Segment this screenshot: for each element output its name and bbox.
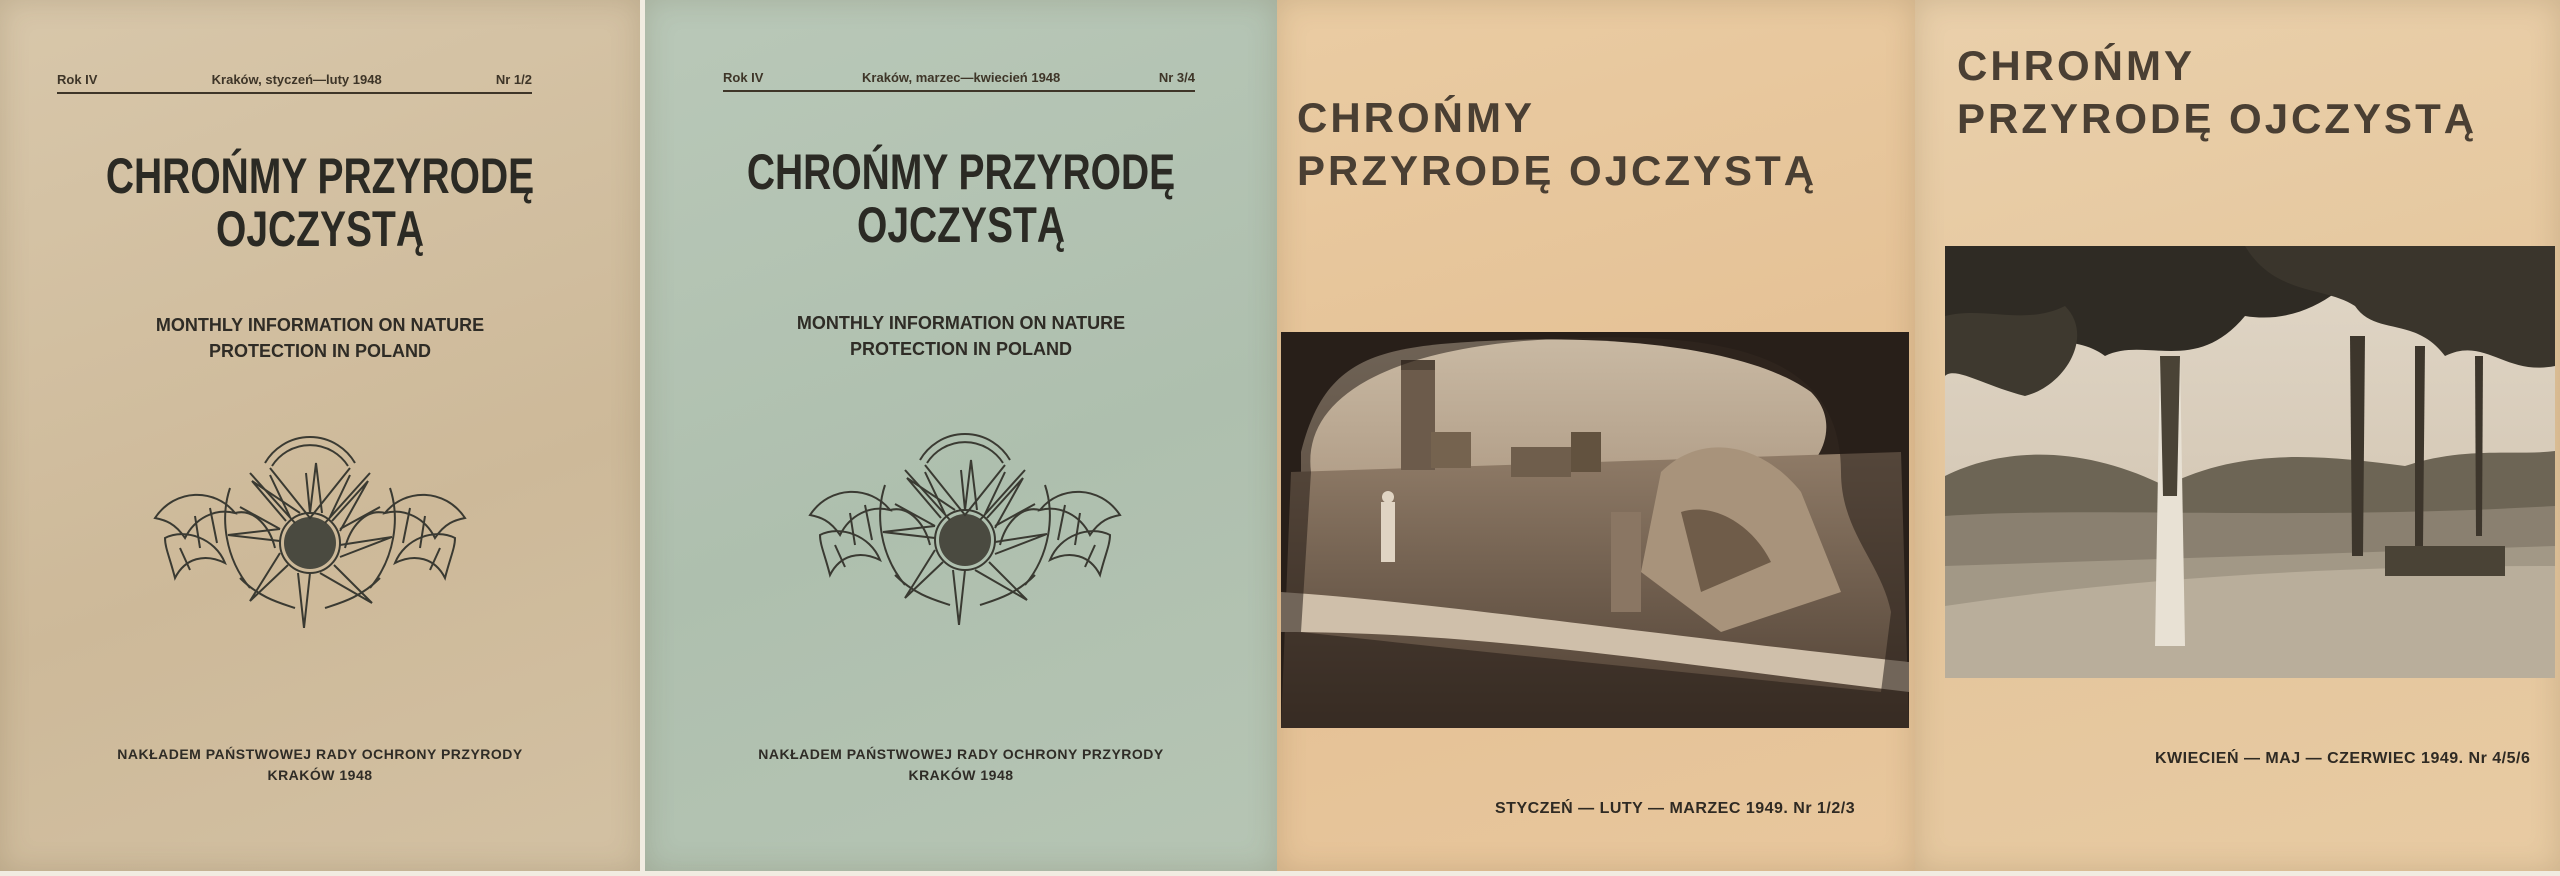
- cover-publisher: [0, 744, 640, 786]
- tree-landscape-photo: [1945, 246, 2555, 678]
- cover-title: [1957, 40, 2477, 145]
- title-line-2: OJCZYSTĄ: [856, 196, 1066, 253]
- title-line-1: CHROŃMY: [1957, 42, 2195, 89]
- subtitle-line-2: PROTECTION IN POLAND: [849, 339, 1072, 360]
- subtitle-line-1: MONTHLY INFORMATION ON NATURE: [155, 315, 485, 335]
- cover-subtitle: [645, 310, 1277, 362]
- cover-publisher: [645, 744, 1277, 786]
- cover-title: [715, 146, 1208, 251]
- cover-1948-nr-1-2: [0, 0, 640, 871]
- subtitle-line-2: PROTECTION IN POLAND: [208, 341, 431, 362]
- subtitle-line-1: MONTHLY INFORMATION ON NATURE: [796, 313, 1126, 333]
- issue-line: STYCZEŃ — LUTY — MARZEC 1949. Nr 1/2/3: [1495, 800, 1856, 817]
- publisher-line-2: KRAKÓW 1948: [908, 767, 1014, 783]
- castle-ruins-photo: [1281, 332, 1909, 728]
- cover-subtitle: [0, 312, 640, 364]
- title-line-2: PRZYRODĘ OJCZYSTĄ: [1957, 94, 2478, 142]
- cover-header: [57, 72, 532, 94]
- volume-label: Rok IV: [723, 70, 764, 85]
- cover-title: [70, 150, 569, 255]
- title-line-1: CHROŃMY: [1297, 94, 1535, 141]
- volume-label: Rok IV: [57, 72, 98, 87]
- title-line-2: OJCZYSTĄ: [215, 200, 425, 257]
- issue-line: KWIECIEŃ — MAJ — CZERWIEC 1949. Nr 4/5/6: [2155, 750, 2531, 767]
- publisher-line-1: NAKŁADEM PAŃSTWOWEJ RADY OCHRONY PRZYRODY: [758, 746, 1164, 762]
- issue-number: Nr 3/4: [1158, 70, 1195, 85]
- title-line-1: CHROŃMY PRZYRODĘ: [105, 148, 535, 204]
- place-date: Kraków, marzec—kwiecień 1948: [862, 70, 1061, 85]
- title-line-1: CHROŃMY PRZYRODĘ: [746, 144, 1176, 200]
- place-date: Kraków, styczeń—luty 1948: [211, 72, 382, 87]
- publisher-line-1: NAKŁADEM PAŃSTWOWEJ RADY OCHRONY PRZYRODY: [117, 746, 523, 762]
- cover-title: [1297, 92, 1817, 197]
- cover-1949-nr-4-5-6: [1915, 0, 2560, 871]
- title-line-2: PRZYRODĘ OJCZYSTĄ: [1297, 146, 1818, 194]
- cover-1948-nr-3-4: [645, 0, 1277, 871]
- cover-header: [723, 70, 1195, 92]
- edelweiss-emblem-icon: [100, 428, 520, 628]
- edelweiss-emblem-icon: [755, 425, 1175, 625]
- cover-1949-nr-1-2-3: [1277, 0, 1915, 871]
- issue-number: Nr 1/2: [495, 72, 532, 87]
- publisher-line-2: KRAKÓW 1948: [267, 767, 373, 783]
